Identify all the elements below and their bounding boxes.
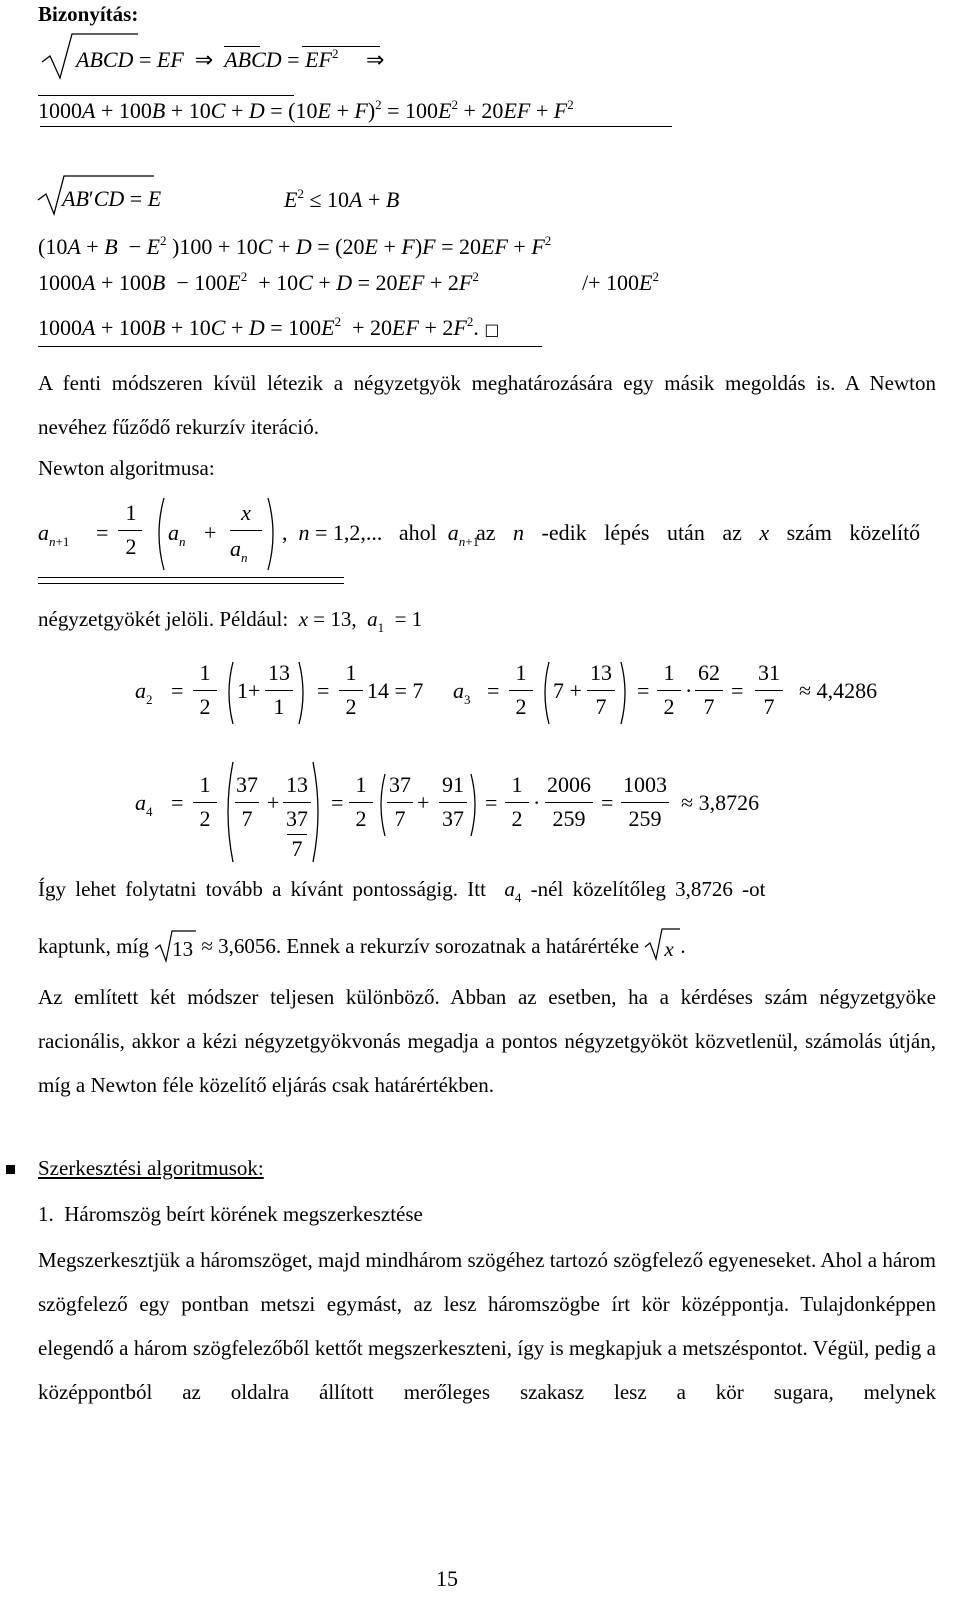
example-line: négyzetgyökét jelöli. Például: x = 13, $a_1 = 1$ [38,607,423,635]
paragraph-3: Az említett két módszer teljesen különböző. Abban az esetben, ha a kérdéses szám négyzetgyöke racionális, akkor a kézi négyzetgyökvonás megadja a pontos négyzetgyököt közvetlenül, számolás útján, míg a Newton féle közelítő eljárás csak határértékben. [38,985,936,1097]
equation-2: $1000A + 100B + 10C + D = (10E + F)^2 = 100E^2 + 20EF + F^2$ [38,97,574,123]
double-underline [38,577,344,584]
a2-computation: $a_2$ = 1 2 1+ 13 1 = 1 2 14 = 7 $a_3$ = 1 2 7 + 13 7 = 1 2 · 62 7 = 31 7 ≈ 4,4286 [135,660,915,730]
equation-6: $1000A + 100B + 10C + D = 100E^2 + 20EF + 2F^2$. □ [38,314,500,340]
paragraph-4: Megszerkesztjük a háromszöget, majd mindhárom szögéhez tartozó szögfelező egyeneseket. Ahol a három szögfelező egy pontban metszi egymást, az lesz háromszögbe írt kör középpontja. Tulajdonképpen elegendő a három szögfelezőből kettőt megszerkeszteni, így is megkapjuk a metszéspontot. Végül, pedig a középpontból az oldalra állított merőleges szakasz lesz a kör sugara, melynek [38,1248,936,1404]
section-heading: Szerkesztési algoritmusok: [38,1156,264,1180]
proof-heading: Bizonyítás: [38,2,139,26]
newton-title: Newton algoritmusa: [38,456,215,480]
newton-formula: $a_{n+1}$ = 1 2 $a_n$ + x $a_n$ , n = 1,2,... ahol $a_{n+1}$ az n -edik lépés után az x szám közelítő [38,496,938,576]
page-number: 15 [436,1566,458,1591]
equation-5-right: /+ $100E^2$ [582,269,659,295]
item-1-heading: 1. Háromszög beírt körének megszerkesztése [38,1202,423,1226]
equation-3-right: $E^2 \le 10A + B$ [284,186,400,212]
equation-5: $1000A + 100B - 100E^2 + 10C + D = 20EF + 2F^2$ [38,269,479,295]
paragraph-1: A fenti módszeren kívül létezik a négyzetgyök meghatározására egy másik megoldás is. A Newton nevéhez fűződő rekurzív iteráció. [38,371,936,439]
paragraph-2b: kaptunk, míg 13 ≈ 3,6056. Ennek a rekurzív sorozatnak a határértéke x . [38,934,686,961]
bullet-icon [6,1165,15,1174]
a4-computation: $a_4$ = 1 2 37 7 + 13 37 7 = 1 2 37 7 + 91 37 = 1 2 · 2006 259 = 1003 259 ≈ 3,8726 [135,760,835,870]
qed-box: □ [484,320,500,339]
right-paren [266,496,280,572]
paragraph-2a: Így lehet folytatni tovább a kívánt pontosságig. Itt $a_4$ -nél közelítőleg 3,8726 -ot [38,877,766,905]
left-paren [152,496,166,572]
equation-4: ($10A + B - E^2$ )$100 + 10C + D = (20E + F)F = 20EF + F^2$ [38,233,552,259]
